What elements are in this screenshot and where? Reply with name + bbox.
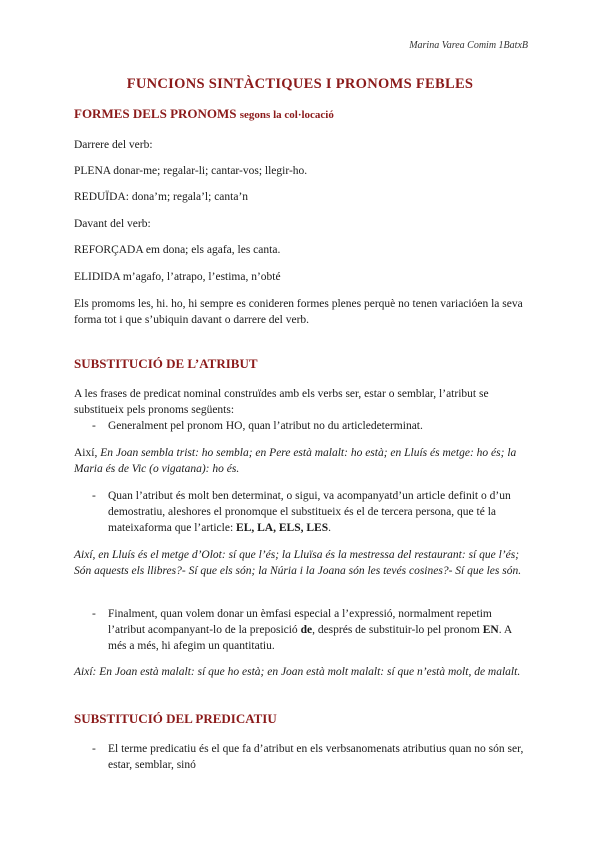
section-heading-predicatiu: SUBSTITUCIÓ DEL PREDICATIU — [74, 711, 277, 726]
bullet-en-en: EN — [482, 624, 499, 636]
example-ho — [74, 445, 528, 477]
bullet-dash: - — [92, 743, 96, 755]
plena-line: PLENA donar-me; regalar-li; cantar-vos; llegir-ho. — [74, 165, 308, 177]
bullet-el-la-text: Quan l’atribut és molt ben determinat, o sigui, va acompanyatd’un article definit o d’un demostratiu, aleshores el pronomque el substitueix és el de tercera persona, que té la mateixaforma que l’article: — [108, 490, 511, 534]
section-heading-atribut: SUBSTITUCIÓ DE L’ATRIBUT — [74, 356, 258, 371]
before-verb-label: Davant del verb: — [74, 218, 151, 230]
document-title: FUNCIONS SINTÀCTIQUES I PRONOMS FEBLES — [126, 76, 474, 92]
bullet-en-text-c: . A més a més, hi afegim un quantitatiu. — [108, 624, 512, 652]
bullet-en-text-a: Finalment, quan volem donar un èmfasi especial a l’expressió, normalment repetim l’atribut acompanyant-lo de la preposició — [108, 608, 492, 636]
bullet-dash: - — [92, 608, 96, 620]
atribut-intro: A les frases de predicat nominal construïdes amb els verbs ser, estar o semblar, l’atribut se substitueix pels pronoms següents: — [74, 388, 489, 416]
bullet-en — [92, 606, 528, 654]
elidida-line: ELIDIDA m’agafo, l’atrapo, l’estima, n’obté — [74, 271, 281, 283]
bullet-el-la-bold: EL, LA, ELS, LES — [236, 522, 329, 534]
example-ho-text: En Joan sembla trist: ho sembla; en Pere està malalt: ho està; en Lluís és metge: ho és; la Maria és de Vic (o vigatana): ho és. — [74, 447, 517, 475]
example-ho-lead: Així, — [74, 447, 101, 459]
bullet-el-la-end: . — [328, 522, 331, 534]
example-en: Així: En Joan està malalt: sí que ho està; en Joan està molt malalt: sí que n’està molt, de malalt. — [74, 666, 521, 678]
bullet-en-text-b: , després de substituir-lo pel pronom — [312, 624, 483, 636]
reduida-line: REDUÏDA: dona’m; regala’l; canta’n — [74, 191, 249, 203]
reforcada-line: REFORÇADA em dona; els agafa, les canta. — [74, 244, 281, 256]
after-verb-label: Darrere del verb: — [74, 139, 153, 151]
bullet-ho — [92, 418, 528, 434]
section-heading-formes-suffix: segons la col·locació — [239, 109, 334, 121]
section-heading-formes-main: FORMES DELS PRONOMS — [74, 106, 237, 121]
bullet-dash: - — [92, 420, 96, 432]
bullet-predicatiu-text: El terme predicatiu és el que fa d’atribut en els verbsanomenats atributius quan no són ser, estar, semblar, sinó — [108, 743, 524, 771]
bullet-dash: - — [92, 490, 96, 502]
bullet-en-de: de — [300, 624, 313, 636]
section-heading-formes — [74, 106, 528, 123]
example-el-la: Així, en Lluís és el metge d’Olot: sí que l’és; la Lluïsa és la mestressa del restaurant: sí que l’és; Són aquests els llibres?- Sí que els són; la Núria i la Joana són les tevés cosines?- Sí que les són. — [74, 549, 522, 577]
author-line: Marina Varea Comim 1BatxB — [409, 40, 528, 51]
bullet-ho-text: Generalment pel pronom HO, quan l’atribut no du articledeterminat. — [108, 420, 423, 432]
bullet-predicatiu — [92, 741, 528, 773]
bullet-el-la — [92, 488, 528, 536]
forms-note: Els promoms les, hi. ho, hi sempre es conideren formes plenes perquè no tenen variacióen la seva forma tot i que s’ubiquin davant o darrere del verb. — [74, 298, 523, 326]
